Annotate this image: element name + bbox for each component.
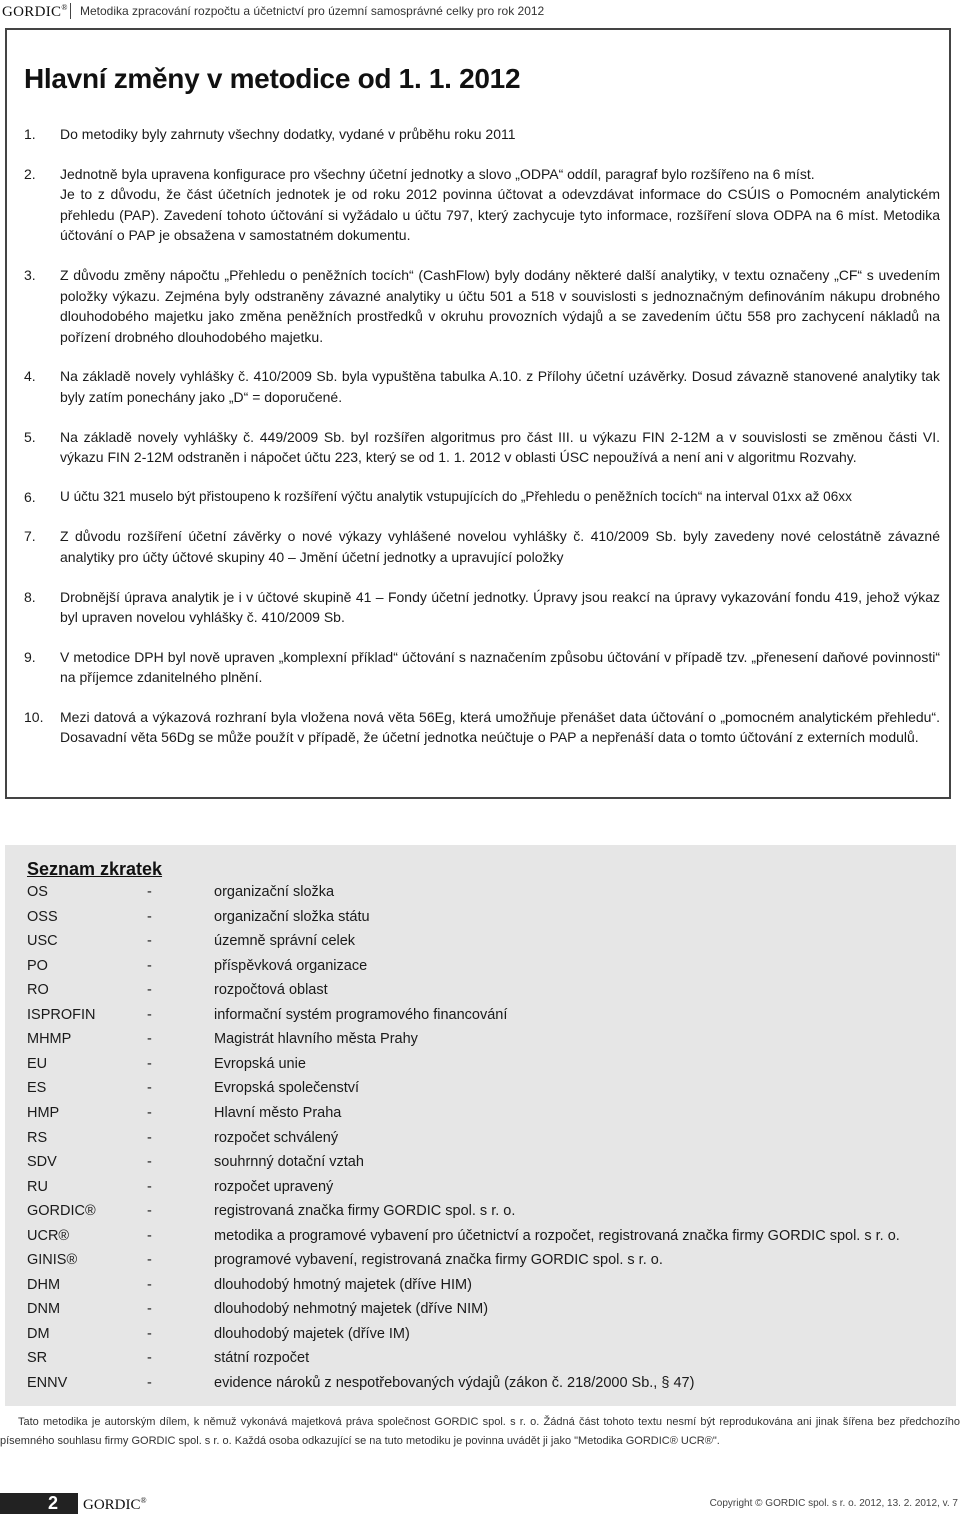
abbreviation-code: OSS bbox=[27, 908, 58, 925]
abbreviation-description: organizační složka státu bbox=[214, 908, 370, 925]
abbreviation-description: Magistrát hlavního města Prahy bbox=[214, 1031, 418, 1048]
page-header bbox=[0, 0, 960, 22]
list-item bbox=[24, 647, 940, 688]
abbreviation-description: územně správní celek bbox=[214, 933, 356, 950]
item-number: 2. bbox=[24, 165, 36, 182]
abbreviation-description: evidence nároků z nespotřebovaných výdajů (zákon č. 218/2000 Sb., § 47) bbox=[214, 1375, 695, 1391]
page-number: 2 bbox=[48, 1493, 59, 1513]
abbreviation-description: Hlavní město Praha bbox=[214, 1104, 342, 1121]
list-item bbox=[24, 526, 940, 567]
abbreviation-dash: - bbox=[147, 1055, 152, 1072]
abbreviation-code: RS bbox=[27, 1129, 48, 1146]
abbreviation-description: informační systém programového financování bbox=[214, 1006, 508, 1023]
item-number: 7. bbox=[24, 528, 36, 545]
abbreviation-description: dlouhodobý nehmotný majetek (dříve NIM) bbox=[214, 1301, 489, 1318]
abbreviation-code: GINIS® bbox=[27, 1252, 78, 1269]
footer-brand-mark: ® bbox=[140, 1496, 147, 1505]
abbreviation-code: GORDIC® bbox=[27, 1203, 96, 1220]
item-text: Na základě novely vyhlášky č. 449/2009 Sb. byl rozšířen algoritmus pro část III. u výkazu FIN 2-12M a v souvislosti se změnou části VI. výkazu FIN 2-12M odstraněn i nápočet účtu 223, který se od 1. 1. 2012 v oblasti ÚSC nepoužívá a není ani v algoritmu Rozvahy. bbox=[60, 428, 940, 466]
abbreviation-code: HMP bbox=[27, 1104, 60, 1121]
item-text: V metodice DPH byl nově upraven „komplexní příklad“ účtování s naznačením způsobu účtování v případě tzv. „přenesení daňové povinnosti“ na příjemce zdanitelného plnění. bbox=[60, 648, 940, 686]
abbreviations-title: Seznam zkratek bbox=[27, 859, 163, 879]
copyright-notice: Tato metodika je autorským dílem, k němuž vykonává majetková práva společnost GORDIC spol. s r. o. Žádná část tohoto textu nesmí být reprodukována ani jinak šířena bez předchozího písemného souhlasu firmy GORDIC spol. s r. o. Každá osoba odkazující se na tuto metodiku je povinna uvádět ji jako "Metodika GORDIC® UCR®". bbox=[0, 1416, 960, 1447]
footer-brand-logo bbox=[83, 1496, 147, 1514]
item-number: 10. bbox=[24, 708, 44, 725]
abbreviation-dash: - bbox=[147, 1252, 152, 1269]
copyright-line: Copyright © GORDIC spol. s r. o. 2012, 13. 2. 2012, v. 7 bbox=[709, 1498, 958, 1509]
abbreviation-description: rozpočet upravený bbox=[214, 1178, 334, 1195]
list-item bbox=[24, 487, 940, 508]
abbreviation-code: ES bbox=[27, 1080, 47, 1097]
item-number: 3. bbox=[24, 266, 36, 283]
abbreviation-dash: - bbox=[147, 1350, 152, 1367]
abbreviation-dash: - bbox=[147, 1104, 152, 1121]
abbreviation-dash: - bbox=[147, 1375, 152, 1391]
list-item bbox=[24, 707, 940, 748]
abbreviation-dash: - bbox=[147, 908, 152, 925]
abbreviation-code: UCR® bbox=[27, 1227, 70, 1244]
abbreviation-dash: - bbox=[147, 933, 152, 950]
abbreviation-dash: - bbox=[147, 1006, 152, 1023]
item-number: 4. bbox=[24, 368, 36, 385]
abbreviation-code: RO bbox=[27, 982, 49, 999]
abbreviation-code: DHM bbox=[27, 1276, 61, 1293]
list-item bbox=[24, 366, 940, 407]
abbreviation-dash: - bbox=[147, 1154, 152, 1171]
item-number: 1. bbox=[24, 126, 36, 142]
brand-name: GORDIC bbox=[2, 4, 62, 20]
item-number: 9. bbox=[24, 648, 36, 665]
abbreviation-dash: - bbox=[147, 1301, 152, 1318]
item-text: Do metodiky byly zahrnuty všechny dodatky, vydané v průběhu roku 2011 bbox=[60, 126, 516, 142]
abbreviation-code: RU bbox=[27, 1178, 48, 1195]
abbreviation-dash: - bbox=[147, 1031, 152, 1048]
abbreviation-dash: - bbox=[147, 884, 152, 900]
abbreviation-code: DM bbox=[27, 1325, 50, 1342]
abbreviation-code: OS bbox=[27, 884, 48, 900]
abbreviation-description: programové vybavení, registrovaná značka firmy GORDIC spol. s r. o. bbox=[214, 1252, 663, 1269]
abbreviation-code: PO bbox=[27, 957, 48, 974]
changes-list bbox=[24, 124, 940, 767]
item-text: Jednotně byla upravena konfigurace pro všechny účetní jednotky a slovo „ODPA“ oddíl, paragraf bylo rozšířeno na 6 míst. bbox=[60, 165, 815, 182]
item-text: Mezi datová a výkazová rozhraní byla vložena nová věta 56Eg, která umožňuje přenášet data účtování o „pomocném analytickém přehledu“. Dosavadní věta 56Dg se může použít v případě, že účetní jednotka neúčtuje o PAP a nepřenáší data o tomto účtování z externích modulů. bbox=[60, 708, 940, 746]
abbreviation-code: USC bbox=[27, 933, 58, 950]
abbreviation-description: státní rozpočet bbox=[214, 1350, 310, 1367]
abbreviation-code: DNM bbox=[27, 1301, 61, 1318]
abbreviation-description: Evropská unie bbox=[214, 1055, 306, 1072]
abbreviation-dash: - bbox=[147, 1178, 152, 1195]
abbreviation-code: EU bbox=[27, 1055, 48, 1072]
item-text: Drobnější úprava analytik je i v účtové skupině 41 – Fondy účetní jednotky. Úpravy jsou reakcí na úpravy vykazování fondu 419, jehož výkaz byl upraven novelou vyhlášky č. 410/2009 Sb. bbox=[60, 588, 940, 626]
list-item bbox=[24, 587, 940, 628]
abbreviation-code: SDV bbox=[27, 1154, 57, 1171]
abbreviation-code: ISPROFIN bbox=[27, 1006, 96, 1023]
page-number-bar bbox=[0, 1493, 78, 1514]
abbreviation-code: ENNV bbox=[27, 1375, 68, 1391]
abbreviation-dash: - bbox=[147, 982, 152, 999]
abbreviation-description: souhrnný dotační vztah bbox=[214, 1154, 364, 1171]
abbreviation-code: SR bbox=[27, 1350, 48, 1367]
abbreviation-description: registrovaná značka firmy GORDIC spol. s r. o. bbox=[214, 1203, 516, 1220]
abbreviation-dash: - bbox=[147, 1203, 152, 1220]
page-title: Hlavní změny v metodice od 1. 1. 2012 bbox=[24, 63, 521, 94]
item-text: Z důvodu změny nápočtu „Přehledu o peněžních tocích“ (CashFlow) byly dodány některé další analytiky, v textu označeny „CF“ s uvedením položky výkazu. Zejména byly odstraněny závazné analytiky u účtu 501 a 518 v souvislosti s jednoznačným definováním nákupu drobného dlouhodobého majetku jako změna peněžních prostředků v okruhu provozních výdajů a se zavedením účtu 558 pro zachycení nákladů na pořízení drobného dlouhodobého majetku. bbox=[60, 266, 940, 345]
abbreviation-dash: - bbox=[147, 957, 152, 974]
item-text: Na základě novely vyhlášky č. 410/2009 Sb. byla vypuštěna tabulka A.10. z Přílohy účetní uzávěrky. Dosud závazně stanovené analytiky tak byly zatím ponechány jako „D“ = doporučené. bbox=[60, 368, 940, 405]
item-number: 8. bbox=[24, 588, 36, 605]
brand-mark: ® bbox=[61, 3, 68, 12]
abbreviation-dash: - bbox=[147, 1129, 152, 1146]
item-number: 5. bbox=[24, 428, 36, 445]
header-divider bbox=[70, 3, 71, 19]
abbreviations-panel bbox=[5, 845, 956, 1406]
footer-brand-name: GORDIC bbox=[83, 1497, 141, 1513]
abbreviation-dash: - bbox=[147, 1325, 152, 1342]
abbreviation-dash: - bbox=[147, 1080, 152, 1097]
item-text: U účtu 321 muselo být přistoupeno k rozšíření výčtu analytik vstupujících do „Přehledu o peněžních tocích“ na interval 01xx až 06xx bbox=[60, 488, 852, 504]
abbreviation-dash: - bbox=[147, 1276, 152, 1293]
abbreviation-description: metodika a programové vybavení pro účetnictví a rozpočet, registrovaná značka firmy GORDIC spol. s r. o. bbox=[214, 1227, 900, 1244]
item-text: Je to z důvodu, že část účetních jednotek je od roku 2012 povinna účtovat a odevzdávat informace do CSÚIS o Pomocném analytickém přehledu (PAP). Zavedení tohoto účtování si vyžádalo u účtu 797, který zachycuje tyto informace, rozšíření slova ODPA na 6 míst. Metodika účtování o PAP je obsažena v samostatném dokumentu. bbox=[60, 186, 940, 244]
document-title: Metodika zpracování rozpočtu a účetnictví pro územní samosprávné celky pro rok 2012 bbox=[80, 4, 545, 18]
abbreviation-description: příspěvková organizace bbox=[214, 957, 368, 974]
list-item bbox=[24, 164, 940, 246]
abbreviation-description: rozpočet schválený bbox=[214, 1129, 339, 1146]
abbreviation-dash: - bbox=[147, 1227, 152, 1244]
abbreviation-description: dlouhodobý hmotný majetek (dříve HIM) bbox=[214, 1276, 472, 1293]
brand-logo bbox=[2, 3, 68, 21]
abbreviation-description: Evropská společenství bbox=[214, 1080, 360, 1097]
item-text: Z důvodu rozšíření účetní závěrky o nové výkazy vyhlášené novelou vyhlášky č. 410/2009 Sb. byly zavedeny nové celostátně závazné analytiky pro účty účtové skupiny 40 – Jmění účetní jednotky a upravující položky bbox=[60, 528, 940, 565]
abbreviation-code: MHMP bbox=[27, 1031, 72, 1048]
list-item bbox=[24, 124, 940, 145]
abbreviation-description: dlouhodobý majetek (dříve IM) bbox=[214, 1325, 410, 1342]
abbreviation-description: organizační složka bbox=[214, 884, 335, 900]
item-number: 6. bbox=[24, 488, 36, 505]
list-item bbox=[24, 427, 940, 468]
abbreviation-description: rozpočtová oblast bbox=[214, 982, 328, 999]
list-item bbox=[24, 265, 940, 347]
